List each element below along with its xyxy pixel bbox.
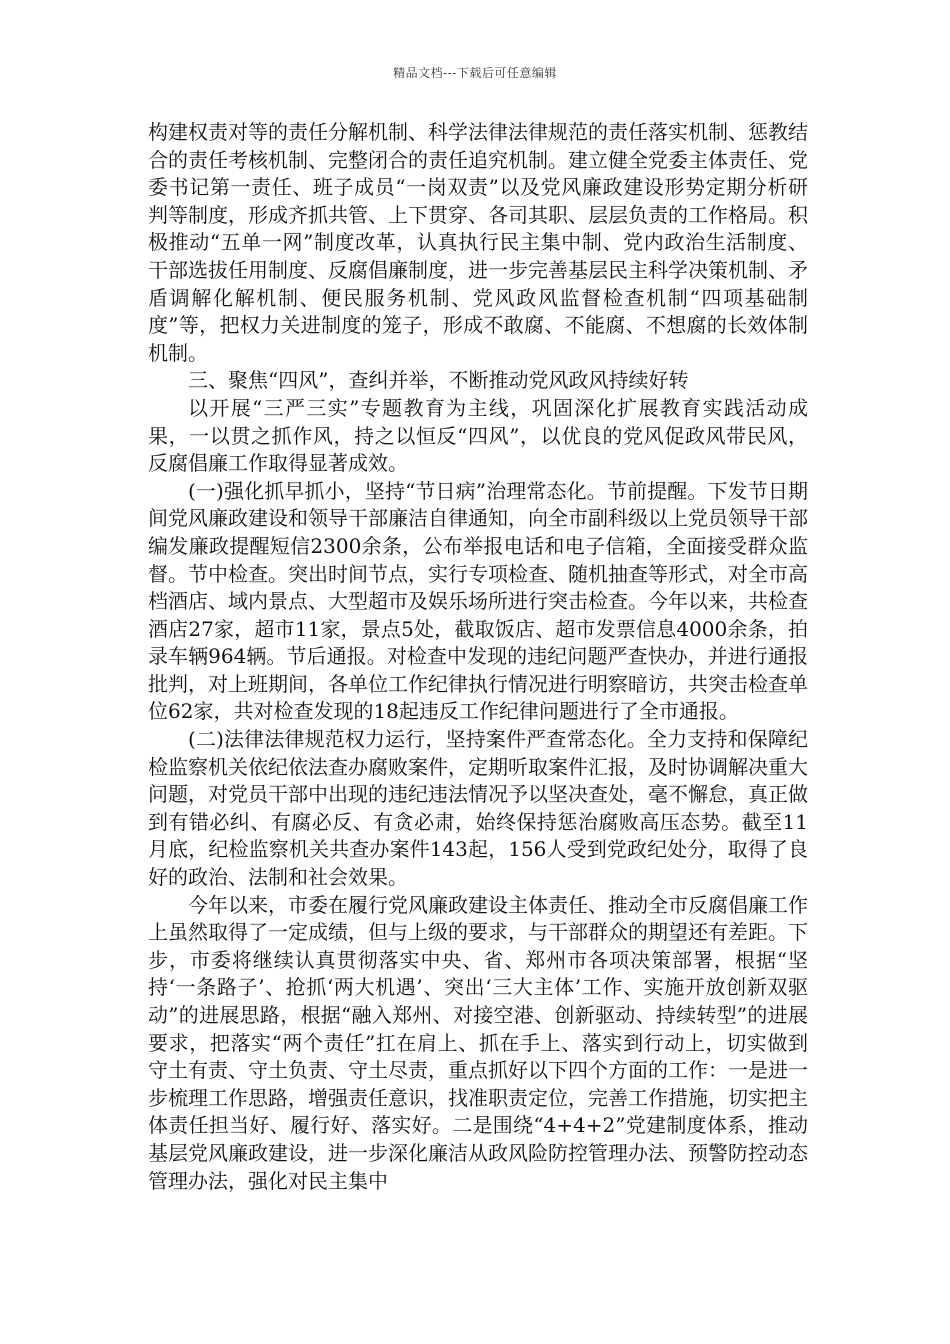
document-body <box>148 119 808 1195</box>
paragraph: (二)法律法律规范权力运行，坚持案件严查常态化。全力支持和保障纪检监察机关依纪依法查办腐败案件，定期听取案件汇报，及时协调解决重大问题，对党员干部中出现的违纪违法情况予以坚决查处，毫不懈怠，真正做到有错必纠、有腐必反、有贪必肃，始终保持惩治腐败高压态势。截至11月底，纪检监察机关共查办案件143起，156人受到党政纪处分，取得了良好的政治、法制和社会效果。 <box>148 727 808 890</box>
paragraph: (一)强化抓早抓小，坚持“节日病”治理常态化。节前提醒。下发节日期间党风廉政建设和领导干部廉洁自律通知，向全市副科级以上党员领导干部编发廉政提醒短信2300余条，公布举报电话和电子信箱，全面接受群众监督。节中检查。突出时间节点，实行专项检查、随机抽查等形式，对全市高档酒店、域内景点、大型超市及娱乐场所进行突击检查。今年以来，共检查酒店27家，超市11家，景点5处，截取饭店、超市发票信息4000余条，拍录车辆964辆。节后通报。对检查中发现的违纪问题严查快办，并进行通报批判，对上班期间，各单位工作纪律执行情况进行明察暗访，共突击检查单位62家，共对检查发现的18起违反工作纪律问题进行了全市通报。 <box>148 478 808 724</box>
paragraph-continued: 构建权责对等的责任分解机制、科学法律法律规范的责任落实机制、惩教结合的责任考核机制、完整闭合的责任追究机制。建立健全党委主体责任、党委书记第一责任、班子成员“一岗双责”以及党风廉政建设形势定期分析研判等制度，形成齐抓共管、上下贯穿、各司其职、层层负责的工作格局。积极推动“五单一网”制度改革，认真执行民主集中制、党内政治生活制度、干部选拔任用制度、反腐倡廉制度，进一步完善基层民主科学决策机制、矛盾调解化解机制、便民服务机制、党风政风监督检查机制“四项基础制度”等，把权力关进制度的笼子，形成不敢腐、不能腐、不想腐的长效体制机制。 <box>148 120 808 365</box>
paragraph: 今年以来，市委在履行党风廉政建设主体责任、推动全市反腐倡廉工作上虽然取得了一定成绩，但与上级的要求，与干部群众的期望还有差距。下步，市委将继续认真贯彻落实中央、省、郑州市各项决策部署，根据“坚持‘一条路子’、抢抓‘两大机遇’、突出‘三大主体’工作、实施开放创新双驱动”的进展思路，根据“融入郑州、对接空港、创新驱动、持续转型”的进展要求，把落实“两个责任”扛在肩上、抓在手上、落实到行动上，切实做到守土有责、守土负责、守土尽责，重点抓好以下四个方面的工作：一是进一步梳理工作思路，增强责任意识，找准职责定位，完善工作措施，切实把主体责任担当好、履行好、落实好。二是围绕“4+4+2”党建制度体系，推动基层党风廉政建设，进一步深化廉洁从政风险防控管理办法、预警防控动态管理办法，强化对民主集中 <box>148 892 808 1193</box>
section-heading-three: 三、聚焦“四风”，查纠并举，不断推动党风政风持续好转 <box>188 368 689 393</box>
paragraph: 以开展“三严三实”专题教育为主线，巩固深化扩展教育实践活动成果，一以贯之抓作风，持之以恒反“四风”，以优良的党风促政风带民风，反腐倡廉工作取得显著成效。 <box>148 395 808 476</box>
page-header: 精品文档---下载后可任意编辑 <box>393 66 557 80</box>
